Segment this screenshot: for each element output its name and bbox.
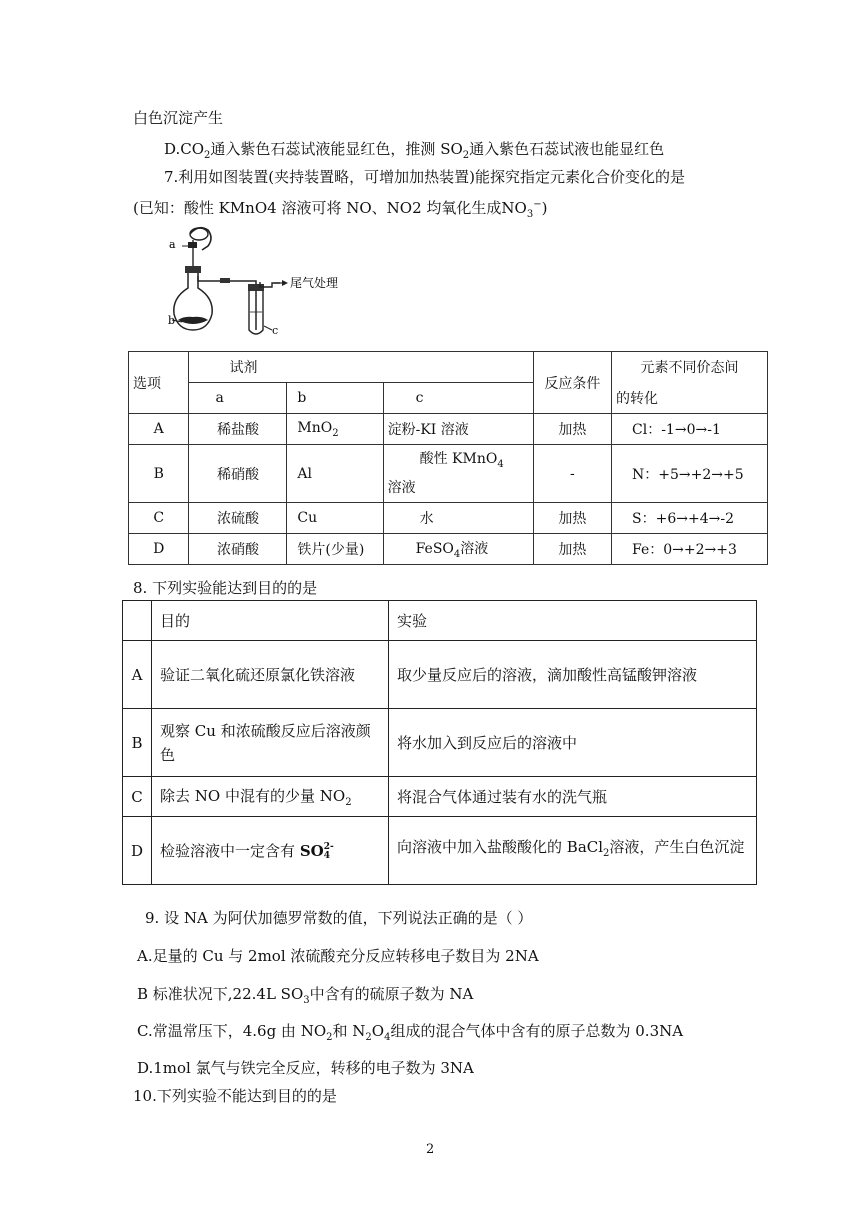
page-number: 2 bbox=[426, 1142, 435, 1157]
label-a: a bbox=[169, 238, 176, 251]
header-a: a bbox=[189, 383, 287, 414]
header-b: b bbox=[287, 383, 383, 414]
label-tail-gas: 尾气处理 bbox=[290, 276, 339, 290]
header-condition: 反应条件 bbox=[533, 352, 611, 414]
question-9-stem: 9. 设 NA 为阿伏加德罗常数的值，下列说法正确的是（ ） bbox=[145, 909, 533, 927]
header-transform-2: 的转化 bbox=[612, 383, 768, 414]
option-d-line: $D.CO_2$通入紫色石蕊试液能显红色，推测 $SO_2$通入紫色石蕊试液也能显红色 bbox=[164, 140, 665, 161]
question-10-stem: 10.下列实验不能达到目的的是 bbox=[133, 1087, 337, 1105]
question-8-table bbox=[122, 600, 757, 885]
question-9-option-c: C.常温常压下，4.6g 由 $NO_2$和 $N_2O_4$组成的混合气体中含有的原子总数为 0.3NA bbox=[137, 1022, 684, 1043]
header-goal: 目的 bbox=[152, 601, 389, 641]
apparatus-diagram bbox=[168, 220, 358, 342]
question-7-stem: 7.利用如图装置(夹持装置略，可增加加热装置)能探究指定元素化合价变化的是 bbox=[164, 168, 686, 186]
header-option: 选项 bbox=[129, 352, 189, 414]
label-c: c bbox=[272, 324, 279, 337]
header-experiment: 实验 bbox=[389, 601, 757, 641]
table-row: B 观察 Cu 和浓硫酸反应后溶液颜色 将水加入到反应后的溶液中 bbox=[123, 709, 757, 777]
header-c: c bbox=[383, 383, 533, 414]
table-row: A 稀盐酸 MnO$_2$ 淀粉-KI 溶液 加热 Cl：-1→0→-1 bbox=[129, 414, 768, 445]
table-row: C 浓硫酸 Cu 水 加热 S：+6→+4→-2 bbox=[129, 503, 768, 534]
table-row: D 检验溶液中一定含有 SO 2- 4 向溶液中加入盐酸酸化的 BaCl$_2$溶液，产生白色沉淀 bbox=[123, 817, 757, 885]
table-row: B 稀硝酸 Al 酸性 KMnO$_4$ 溶液 - N：+5→+2→+5 bbox=[129, 445, 768, 503]
text-line: 白色沉淀产生 bbox=[133, 109, 224, 127]
question-7-note: (已知：酸性 KMnO4 溶液可将 NO、NO2 均氧化生成$NO_3^-$) bbox=[133, 199, 548, 220]
question-9-option-b: B 标准状况下,22.4L $SO_3$中含有的硫原子数为 NA bbox=[137, 985, 474, 1006]
table-row: D 浓硝酸 铁片(少量) FeSO$_4$溶液 加热 Fe：0→+2→+3 bbox=[129, 534, 768, 565]
header-transform-1: 元素不同价态间 bbox=[612, 352, 768, 383]
table-row: C 除去 NO 中混有的少量 $NO_2$ 将混合气体通过装有水的洗气瓶 bbox=[123, 777, 757, 817]
table-row: A 验证二氧化硫还原氯化铁溶液 取少量反应后的溶液，滴加酸性高锰酸钾溶液 bbox=[123, 641, 757, 709]
header-reagent: 试剂 bbox=[189, 352, 533, 383]
question-8-stem: 8. 下列实验能达到目的的是 bbox=[133, 579, 318, 597]
label-b: b bbox=[168, 314, 176, 327]
question-7-table bbox=[128, 351, 768, 565]
question-9-option-d: D.1mol 氯气与铁完全反应，转移的电子数为 3NA bbox=[137, 1059, 474, 1077]
question-9-option-a: A.足量的 Cu 与 2mol 浓硫酸充分反应转移电子数目为 2NA bbox=[137, 947, 539, 965]
